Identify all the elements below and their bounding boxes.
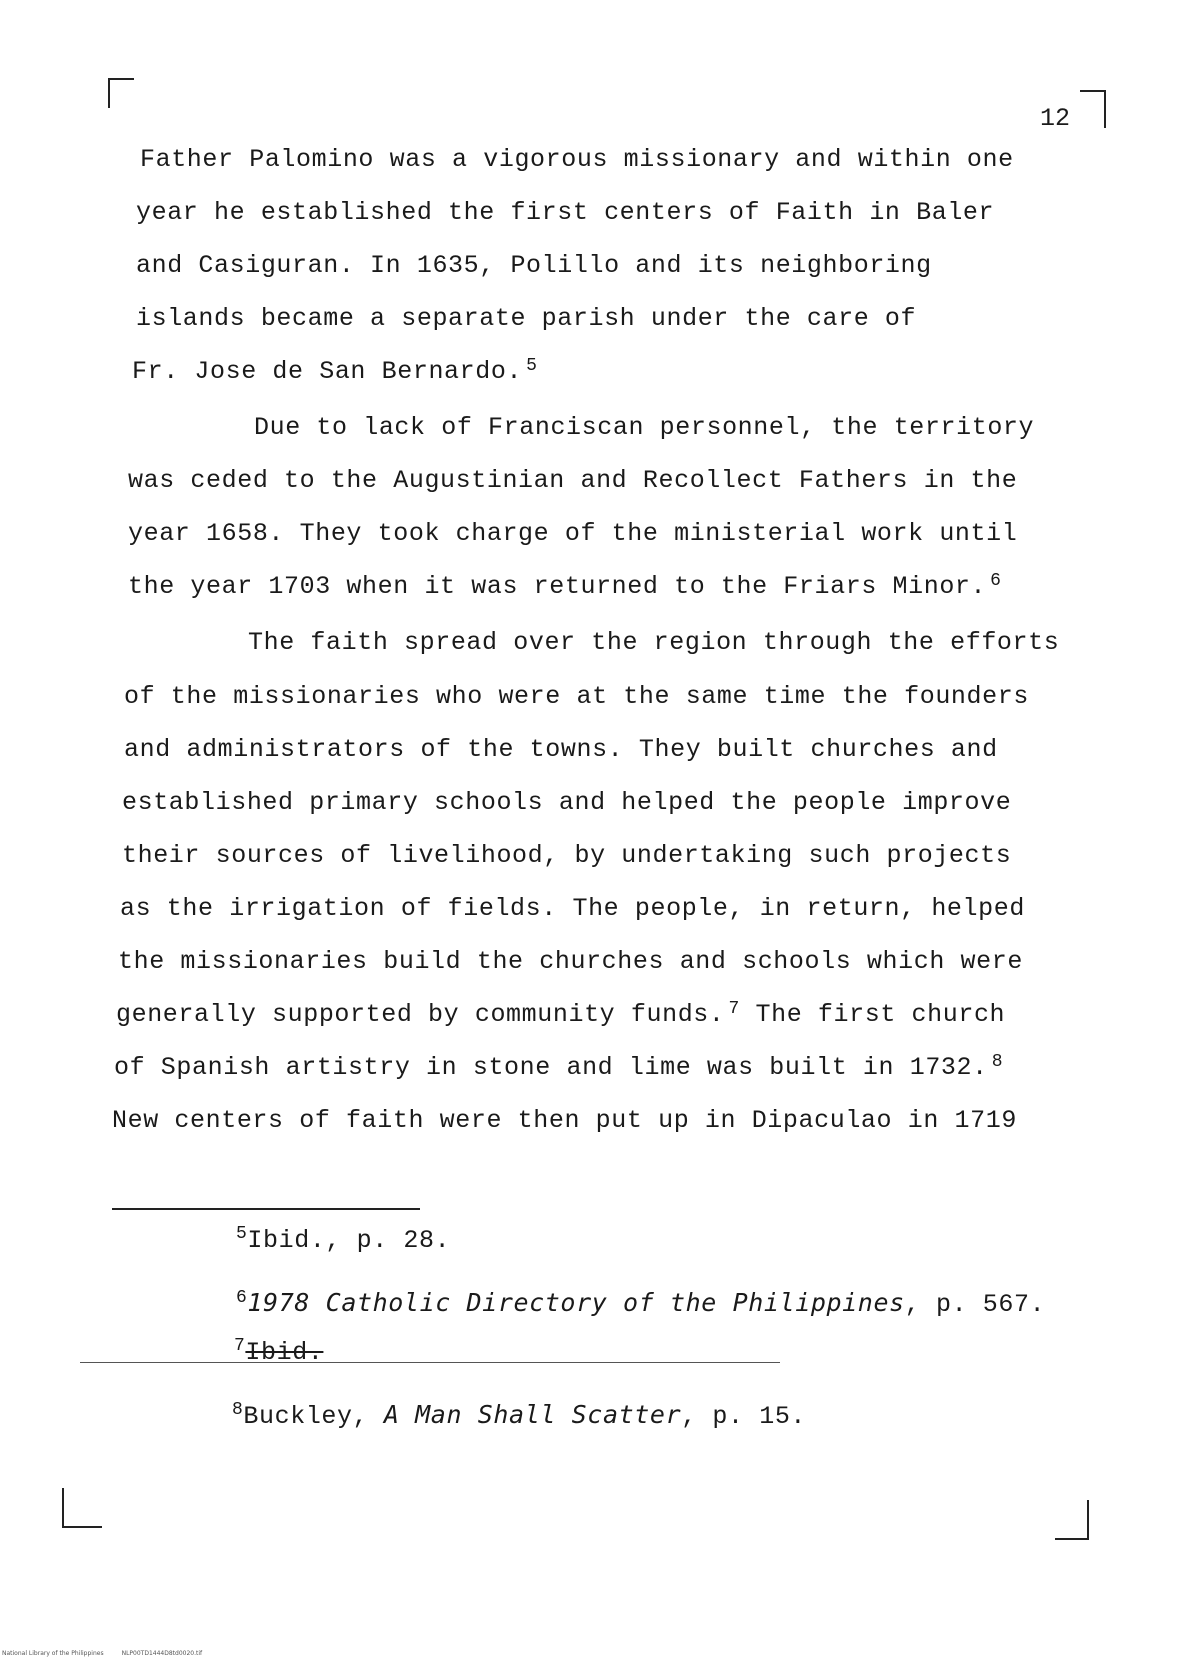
body-line: generally supported by community funds. $^7$ The first church <box>116 998 1006 1029</box>
body-line: Due to lack of Franciscan personnel, the territory <box>254 413 1035 442</box>
footnote-5: $^5$Ibid., p. 28. <box>236 1224 451 1255</box>
crop-mark-top-right <box>1080 90 1106 128</box>
body-line: The faith spread over the region through the efforts <box>248 628 1060 657</box>
body-line: year 1658. They took charge of the ministerial work until <box>128 519 1018 548</box>
body-line: year he established the first centers of Faith in Baler <box>136 198 995 227</box>
footnote-separator <box>112 1208 420 1210</box>
footnote-ref-7: 7 <box>728 998 740 1019</box>
scan-footer: National Library of the Philippines NLP00TD1444D8td0020.tif <box>2 1650 203 1657</box>
footnote-title: A Man Shall Scatter <box>383 1400 682 1429</box>
body-line: was ceded to the Augustinian and Recollect Fathers in the <box>128 466 1018 495</box>
body-line: Father Palomino was a vigorous missionary and within one <box>140 145 1014 174</box>
footnote-ref-6: 6 <box>990 570 1002 591</box>
footnote-8: $^8$Buckley, A Man Shall Scatter, p. 15. <box>232 1400 807 1431</box>
body-line: and administrators of the towns. They built churches and <box>124 735 998 764</box>
crop-mark-bottom-right <box>1055 1500 1089 1540</box>
body-line: the missionaries build the churches and schools which were <box>118 947 1023 976</box>
body-line: of Spanish artistry in stone and lime was built in 1732. $^8$ <box>114 1051 1004 1082</box>
body-line: and Casiguran. In 1635, Polillo and its neighboring <box>136 251 932 280</box>
strike-line <box>80 1362 780 1363</box>
crop-mark-bottom-left <box>62 1488 102 1528</box>
body-line: established primary schools and helped the people improve <box>122 788 1012 817</box>
body-line: islands became a separate parish under the care of <box>136 304 917 333</box>
footnote-6: $^6$1978 Catholic Directory of the Philippines, p. 567. <box>236 1288 1046 1319</box>
body-line: Fr. Jose de San Bernardo. $^5$ <box>132 355 538 386</box>
page-number: 12 <box>1040 104 1071 133</box>
body-line: their sources of livelihood, by undertaking such projects <box>122 841 1012 870</box>
body-line: of the missionaries who were at the same time the founders <box>124 682 1029 711</box>
crop-mark-top-left <box>108 78 134 108</box>
footnote-7: $^7$Ibid. <box>234 1336 324 1367</box>
body-line: as the irrigation of fields. The people, in return, helped <box>120 894 1025 923</box>
footnote-title: 1978 Catholic Directory of the Philippines <box>247 1288 905 1317</box>
body-line: New centers of faith were then put up in Dipaculao in 1719 <box>112 1106 1017 1135</box>
body-line: the year 1703 when it was returned to the Friars Minor. $^6$ <box>128 570 1002 601</box>
footnote-ref-8: 8 <box>991 1051 1004 1072</box>
footnote-ref-5: 5 <box>526 355 538 376</box>
